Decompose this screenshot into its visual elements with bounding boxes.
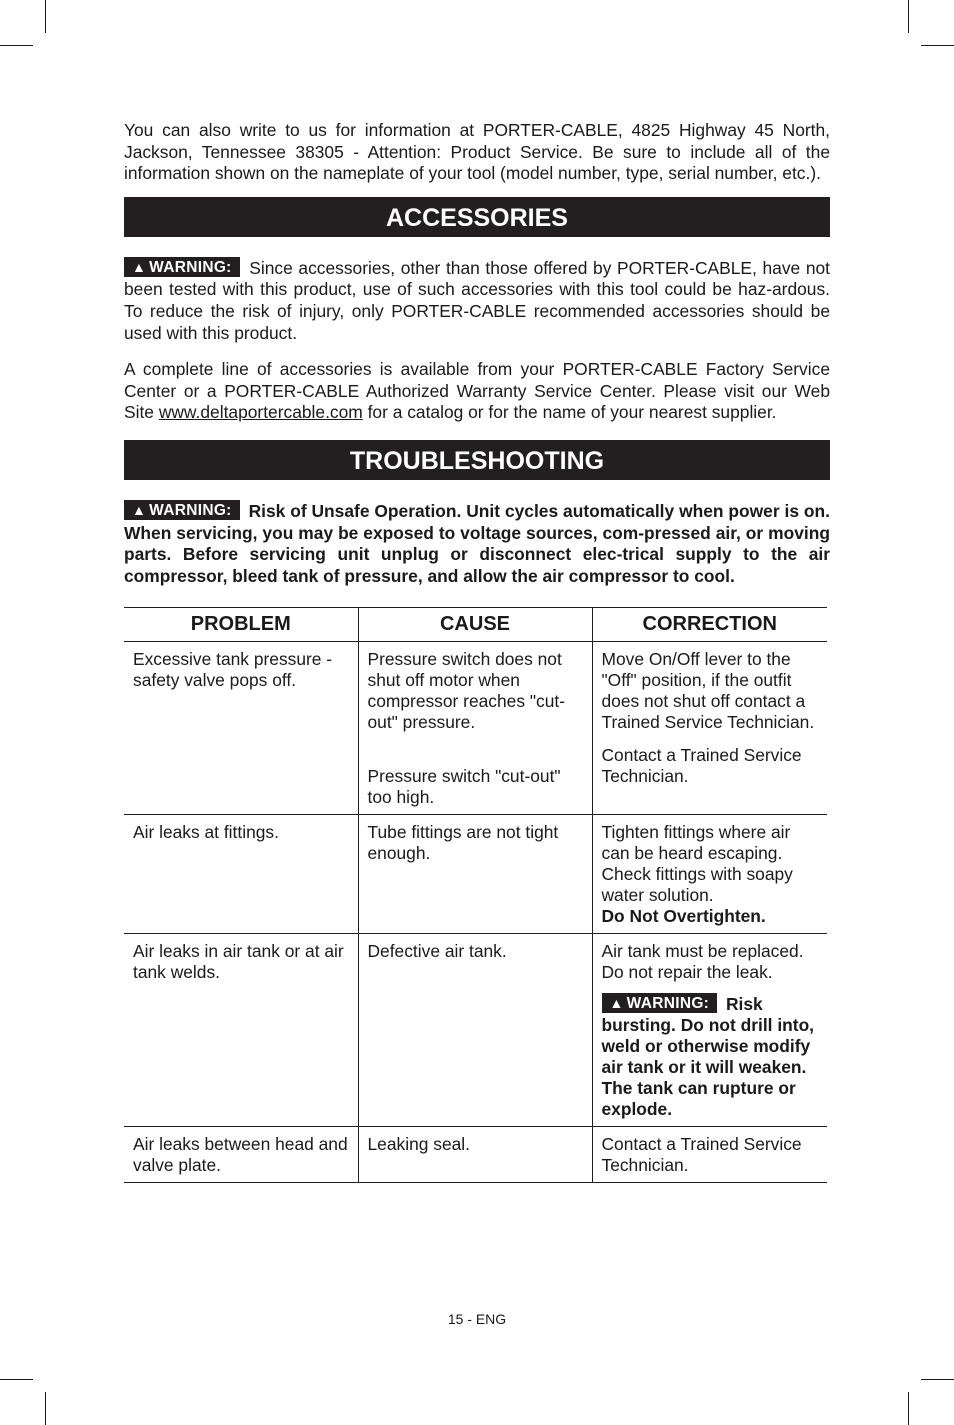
accessories-info-paragraph (124, 359, 830, 424)
correction-text: Move On/Off lever to the "Off" position, if the outfit does not shut off contact a Trained Service Technician. (601, 649, 815, 733)
correction-text: Tighten fittings where air can be heard escaping. Check fittings with soapy water solution. (601, 822, 793, 906)
warning-badge-label: WARNING: (149, 501, 232, 519)
problem-cell: Air leaks in air tank or at air tank welds. (124, 934, 358, 1127)
correction-text: Air tank must be replaced. Do not repair the leak. (601, 941, 804, 983)
crop-mark (908, 0, 909, 33)
crop-mark (921, 45, 954, 46)
accessories-warning-text: Since accessories, other than those offered by PORTER-CABLE, have not been tested with this product, use of such accessories with this tool could be haz-ardous. To reduce the risk of injury, only PORTER-CABLE recommended accessories should be used with this product. (124, 257, 830, 343)
warning-badge-label: WARNING: (149, 258, 232, 276)
warning-triangle-icon: ▲ (132, 258, 147, 275)
cause-cell: Tube fittings are not tight enough. (358, 815, 592, 934)
cause-text: Pressure switch "cut-out" too high. (367, 766, 561, 808)
warning-badge (124, 500, 240, 520)
page-number: 15 - ENG (447, 1311, 507, 1327)
tank-warning-text: Risk bursting. Do not drill into, weld or otherwise modify air tank or it will weaken. The tank can rupture or explode. (601, 994, 815, 1120)
troubleshooting-warning-text: Risk of Unsafe Operation. Unit cycles automatically when power is on. When servicing, you may be exposed to voltage sources, com-pressed air, or moving parts. Before servicing unit unplug or disconnect elec-trical supply to the air compressor, bleed tank of pressure, and allow the air compressor to cool. (124, 500, 830, 586)
warning-triangle-icon: ▲ (132, 501, 147, 518)
table-header-row (124, 608, 827, 642)
troubleshooting-table (124, 607, 827, 1183)
crop-mark (45, 1392, 46, 1425)
tank-warning (602, 993, 819, 1120)
contact-paragraph: You can also write to us for information at PORTER-CABLE, 4825 Highway 45 North, Jackson, Tennessee 38305 - Attention: Product Service. Be sure to include all of the information shown on the nameplate of your tool (model number, type, serial number, etc.). (124, 120, 830, 184)
problem-cell: Excessive tank pressure - safety valve pops off. (124, 642, 358, 815)
correction-cell (592, 642, 827, 815)
website-link[interactable]: www.deltaportercable.com (158, 402, 363, 423)
column-header-correction: CORRECTION (592, 608, 827, 642)
cause-cell (358, 642, 592, 815)
crop-mark (0, 1379, 33, 1380)
accessories-info-text: A complete line of accessories is available from your PORTER-CABLE Factory Service Center or a PORTER-CABLE Authorized Warranty Service Center. Please visit our Web Site (124, 359, 830, 423)
correction-bold-text: Do Not Overtighten. (601, 906, 766, 927)
warning-triangle-icon: ▲ (609, 995, 624, 1012)
correction-cell: Contact a Trained Service Technician. (592, 1127, 827, 1183)
warning-badge (124, 257, 240, 277)
accessories-warning (124, 257, 830, 344)
correction-cell (592, 934, 827, 1127)
troubleshooting-warning (124, 500, 830, 587)
warning-badge (602, 993, 718, 1013)
table-row (124, 934, 827, 1127)
column-header-cause: CAUSE (358, 608, 592, 642)
table-row (124, 1127, 827, 1183)
problem-cell: Air leaks between head and valve plate. (124, 1127, 358, 1183)
table-row (124, 642, 827, 815)
table-row (124, 815, 827, 934)
troubleshooting-heading: TROUBLESHOOTING (124, 440, 830, 480)
column-header-problem: PROBLEM (124, 608, 358, 642)
accessories-info-text-end: for a catalog or for the name of your nearest supplier. (362, 402, 777, 423)
warning-badge-label: WARNING: (626, 995, 710, 1013)
correction-text: Contact a Trained Service Technician. (601, 745, 802, 787)
problem-cell: Air leaks at fittings. (124, 815, 358, 934)
cause-cell: Defective air tank. (358, 934, 592, 1127)
accessories-heading: ACCESSORIES (124, 197, 830, 237)
page-content (124, 120, 830, 1183)
crop-mark (0, 45, 33, 46)
crop-mark (45, 0, 46, 33)
cause-text: Pressure switch does not shut off motor when compressor reaches "cut-out" pressure. (367, 649, 566, 733)
cause-cell: Leaking seal. (358, 1127, 592, 1183)
correction-cell (592, 815, 827, 934)
crop-mark (921, 1379, 954, 1380)
crop-mark (908, 1392, 909, 1425)
